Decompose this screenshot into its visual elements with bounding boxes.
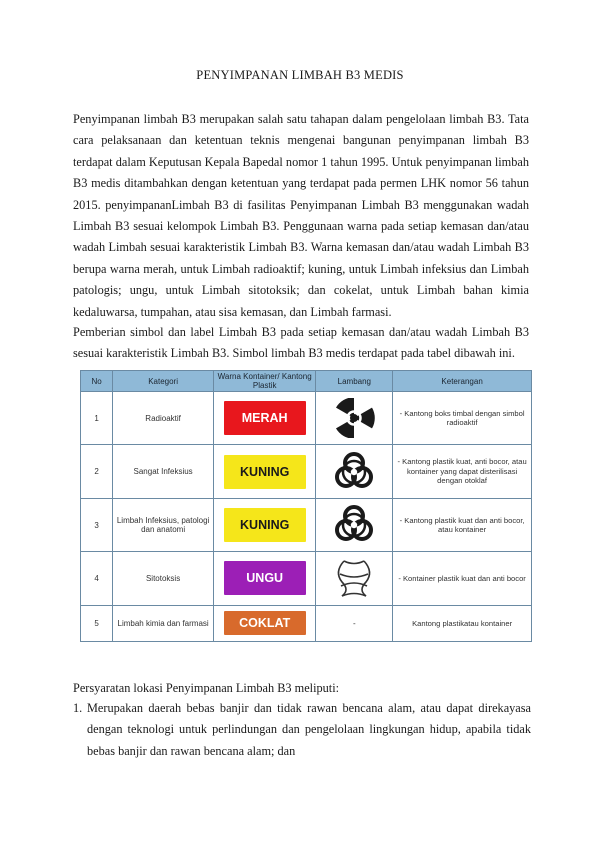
cell-no: 2 bbox=[81, 445, 113, 498]
table-row bbox=[81, 445, 532, 498]
cell-no: 4 bbox=[81, 552, 113, 605]
header-lambang: Lambang bbox=[316, 371, 393, 392]
biohazard-icon bbox=[331, 504, 377, 546]
color-swatch: KUNING bbox=[224, 508, 306, 542]
cell-keterangan: - Kantong boks timbal dengan simbol radioaktif bbox=[393, 392, 532, 445]
table-header-row bbox=[81, 371, 532, 392]
radiation-icon bbox=[331, 398, 377, 438]
cell-kategori: Sitotoksis bbox=[113, 552, 214, 605]
cell-keterangan: - Kantong plastik kuat dan anti bocor, atau kontainer bbox=[393, 498, 532, 551]
cell-no: 1 bbox=[81, 392, 113, 445]
cell-kategori: Radioaktif bbox=[113, 392, 214, 445]
color-swatch: UNGU bbox=[224, 561, 306, 595]
cell-no: 5 bbox=[81, 605, 113, 641]
document-title: PENYIMPANAN LIMBAH B3 MEDIS bbox=[196, 68, 404, 82]
header-keterangan: Keterangan bbox=[393, 371, 532, 392]
table-row bbox=[81, 552, 532, 605]
header-kategori: Kategori bbox=[113, 371, 214, 392]
cell-keterangan: Kantong plastikatau kontainer bbox=[393, 605, 532, 641]
color-swatch: MERAH bbox=[224, 401, 306, 435]
cell-kategori: Limbah Infeksius, patologi dan anatomi bbox=[113, 498, 214, 551]
medical-waste-symbol-table bbox=[80, 370, 532, 642]
paragraph-symbol-label: Pemberian simbol dan label Limbah B3 pada setiap kemasan dan/atau wadah Limbah B3 sesuai karakteristik Limbah B3. Simbol limbah B3 medis terdapat pada tabel dibawah ini. bbox=[73, 325, 529, 361]
requirements-intro: Persyaratan lokasi Penyimpanan Limbah B3 meliputi: bbox=[73, 681, 340, 695]
table-row bbox=[81, 392, 532, 445]
header-warna: Warna Kontainer/ Kantong Plastik bbox=[213, 371, 316, 392]
cell-keterangan: - Kontainer plastik kuat dan anti bocor bbox=[393, 552, 532, 605]
color-swatch: COKLAT bbox=[224, 611, 306, 635]
cell-kategori: Sangat Infeksius bbox=[113, 445, 214, 498]
paragraph-storage-intro: Penyimpanan limbah B3 merupakan salah satu tahapan dalam pengelolaan limbah B3. Tata cara pelaksanaan dan ketentuan teknis mengenai bangunan penyimpanan limbah B3 terdapat dalam Keputusan Kepala Bapedal nomor 1 tahun 1995. Untuk penyimpanan limbah B3 medis ditambahkan dengan ketentuan yang terdapat pada permen LHK nomor 56 tahun 2015. penyimpananLimbah B3 di fasilitas Penyimpanan Limbah B3 menggunakan wadah Limbah B3 sesuai kelompok Limbah B3. Penggunaan warna pada setiap kemasan dan/atau wadah Limbah sesuai karakteristik Limbah B3. Warna kemasan dan/atau wadah Limbah B3 berupa warna merah, untuk Limbah radioaktif; kuning, untuk Limbah infeksius dan Limbah patologis; ungu, untuk Limbah sitotoksik; dan cokelat, untuk Limbah bahan kimia kedaluwarsa, tumpahan, atau sisa kemasan, dan Limbah farmasi. bbox=[73, 112, 529, 319]
biohazard-icon bbox=[331, 451, 377, 493]
list-item-number: 1. bbox=[73, 701, 83, 715]
list-item-text: Merupakan daerah bebas banjir dan tidak rawan bencana alam, atau dapat direkayasa dengan teknologi untuk perlindungan dan pengelolaan lingkungan hidup, apabila tidak bebas banjir dan rawan bencana alam; dan bbox=[87, 701, 531, 758]
cell-lambang: - bbox=[316, 605, 393, 641]
color-swatch: KUNING bbox=[224, 455, 306, 489]
list-item bbox=[73, 698, 531, 762]
table-row bbox=[81, 605, 532, 641]
cell-keterangan: - Kantong plastik kuat, anti bocor, atau kontainer yang dapat disterilisasi dengan otoklaf bbox=[393, 445, 532, 498]
cytotoxic-icon bbox=[331, 557, 377, 599]
cell-no: 3 bbox=[81, 498, 113, 551]
header-no: No bbox=[81, 371, 113, 392]
cell-kategori: Limbah kimia dan farmasi bbox=[113, 605, 214, 641]
table-row bbox=[81, 498, 532, 551]
